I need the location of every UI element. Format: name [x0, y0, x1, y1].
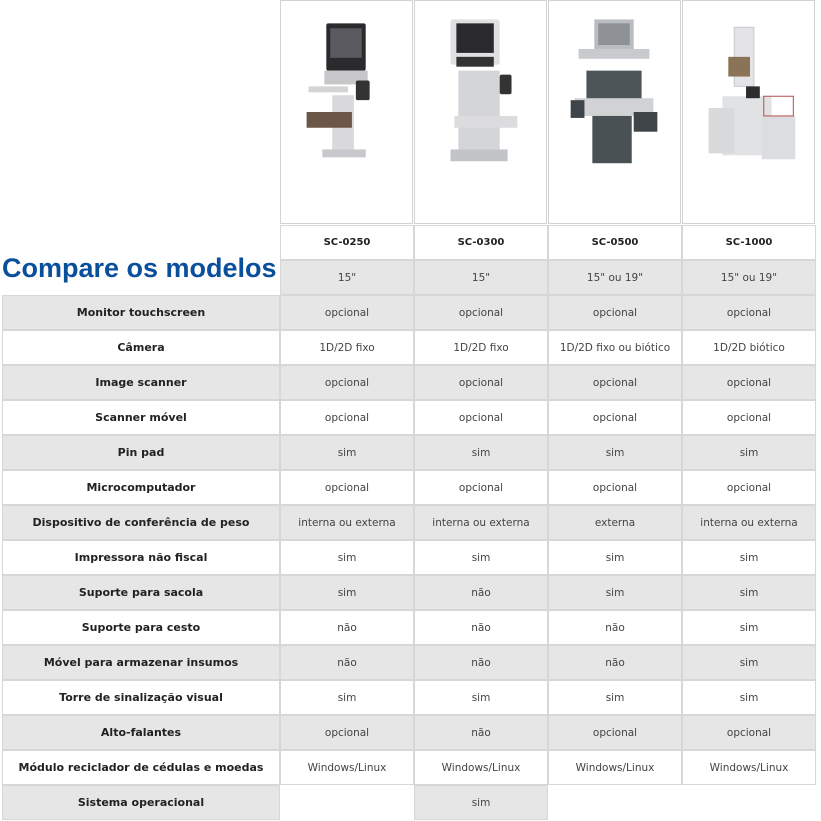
feature-value: sim	[280, 680, 414, 715]
feature-value: interna ou externa	[414, 505, 548, 540]
feature-value: sim	[414, 680, 548, 715]
feature-value: não	[414, 610, 548, 645]
model-monitor-size: 15" ou 19"	[548, 260, 682, 295]
feature-value: sim	[414, 435, 548, 470]
feature-value: 1D/2D fixo	[280, 330, 414, 365]
feature-value: opcional	[280, 470, 414, 505]
model-name: SC-0300	[414, 225, 548, 260]
feature-value: opcional	[548, 365, 682, 400]
feature-value: sim	[548, 435, 682, 470]
feature-value: interna ou externa	[682, 505, 816, 540]
model-name: SC-0250	[280, 225, 414, 260]
model-image-cell	[548, 0, 681, 224]
feature-value: 1D/2D fixo ou biótico	[548, 330, 682, 365]
feature-value: opcional	[414, 365, 548, 400]
feature-value: sim	[682, 645, 816, 680]
feature-value: não	[414, 575, 548, 610]
page-title: Compare os modelos	[2, 253, 277, 283]
feature-value: sim	[682, 575, 816, 610]
feature-label: Módulo reciclador de cédulas e moedas	[2, 750, 280, 785]
feature-value: opcional	[280, 365, 414, 400]
feature-value: Windows/Linux	[548, 750, 682, 785]
feature-value: opcional	[548, 715, 682, 750]
feature-value: não	[280, 610, 414, 645]
feature-label: Alto-falantes	[2, 715, 280, 750]
feature-value: opcional	[280, 715, 414, 750]
feature-value: Windows/Linux	[280, 750, 414, 785]
feature-value: opcional	[682, 470, 816, 505]
feature-value: opcional	[280, 295, 414, 330]
feature-value: sim	[280, 540, 414, 575]
feature-value: sim	[682, 610, 816, 645]
feature-value: não	[280, 645, 414, 680]
model-name: SC-0500	[548, 225, 682, 260]
model-image-cell	[414, 0, 547, 224]
feature-label: Móvel para armazenar insumos	[2, 645, 280, 680]
feature-value: Windows/Linux	[682, 750, 816, 785]
feature-label: Suporte para sacola	[2, 575, 280, 610]
feature-label: Dispositivo de conferência de peso	[2, 505, 280, 540]
feature-label: Image scanner	[2, 365, 280, 400]
feature-value: sim	[682, 680, 816, 715]
feature-value: Windows/Linux	[414, 750, 548, 785]
feature-value: opcional	[280, 400, 414, 435]
feature-label: Scanner móvel	[2, 400, 280, 435]
feature-value: opcional	[548, 400, 682, 435]
feature-label: Torre de sinalização visual	[2, 680, 280, 715]
model-image-cell	[280, 0, 413, 224]
feature-value: opcional	[682, 295, 816, 330]
feature-value: externa	[548, 505, 682, 540]
feature-value: opcional	[414, 400, 548, 435]
feature-value: sim	[548, 680, 682, 715]
feature-value: sim	[280, 435, 414, 470]
feature-value: opcional	[548, 295, 682, 330]
feature-value: opcional	[548, 470, 682, 505]
feature-value: opcional	[682, 400, 816, 435]
feature-value: opcional	[682, 715, 816, 750]
feature-value: interna ou externa	[280, 505, 414, 540]
feature-value: não	[548, 645, 682, 680]
feature-value: sim	[548, 575, 682, 610]
model-monitor-size: 15" ou 19"	[682, 260, 816, 295]
feature-value: sim	[280, 575, 414, 610]
feature-value: opcional	[414, 295, 548, 330]
feature-label: Microcomputador	[2, 470, 280, 505]
feature-value: sim	[414, 785, 548, 820]
feature-value: opcional	[414, 470, 548, 505]
feature-value: não	[414, 645, 548, 680]
feature-value: 1D/2D fixo	[414, 330, 548, 365]
feature-label: Sistema operacional	[2, 785, 280, 820]
feature-value: não	[414, 715, 548, 750]
feature-value: opcional	[682, 365, 816, 400]
feature-label: Monitor touchscreen	[2, 295, 280, 330]
model-name: SC-1000	[682, 225, 816, 260]
feature-label: Suporte para cesto	[2, 610, 280, 645]
model-monitor-size: 15"	[280, 260, 414, 295]
feature-label: Câmera	[2, 330, 280, 365]
model-monitor-size: 15"	[414, 260, 548, 295]
model-image-cell	[682, 0, 815, 224]
feature-value: sim	[548, 540, 682, 575]
feature-value: sim	[414, 540, 548, 575]
feature-value: 1D/2D biótico	[682, 330, 816, 365]
feature-value: sim	[682, 540, 816, 575]
feature-value: sim	[682, 435, 816, 470]
feature-label: Pin pad	[2, 435, 280, 470]
feature-value: não	[548, 610, 682, 645]
feature-label: Impressora não fiscal	[2, 540, 280, 575]
